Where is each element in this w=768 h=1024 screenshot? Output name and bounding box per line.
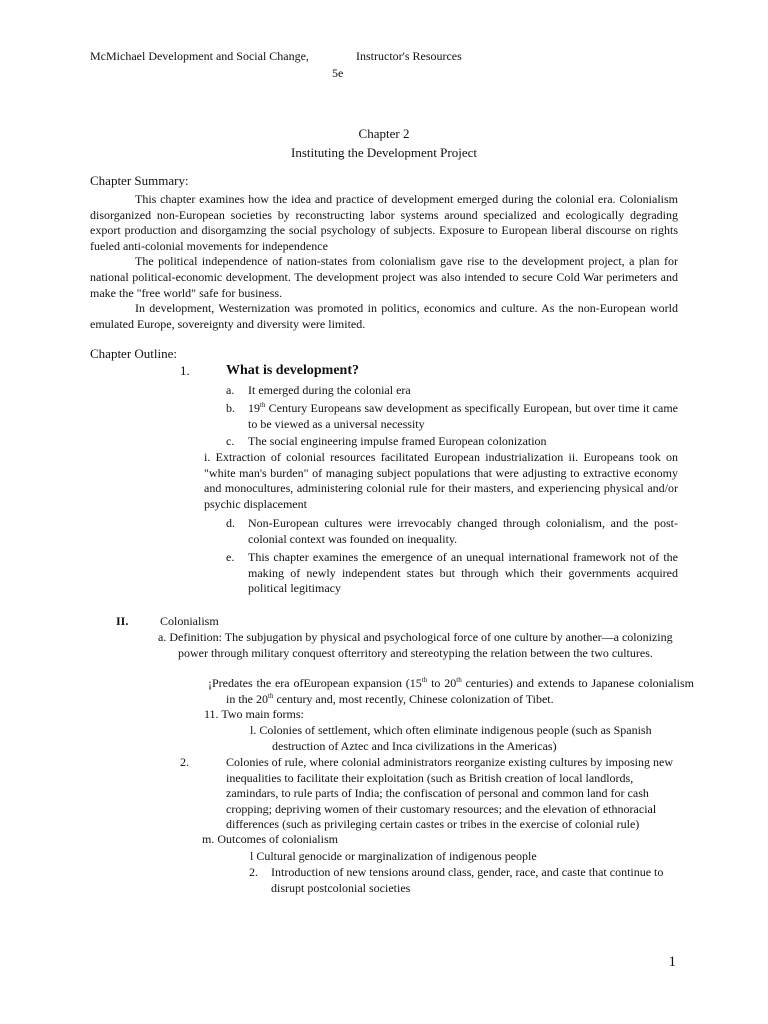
summary-paragraph-1: This chapter examines how the idea and practice of development emerged during the colonial era. Colonialism disorganized non-European societies by reconstructing labor systems around specialized and ecologically degrading export production and disorgamzing the social psychology of subjects. Exposure to European liberal discourse on rights fueled anti-colonial movements for independence: [90, 192, 678, 253]
form-1-settlement: l. Colonies of settlement, which often eliminate indigenous people (such as Spanish destruction of Aztec and Inca civilizations in the Americas): [250, 723, 652, 753]
outcome-1: l Cultural genocide or marginalization of indigenous people: [250, 849, 537, 863]
section-1-number: 1.: [180, 363, 190, 378]
item-1b-body: Century Europeans saw development as specifically European, but over time it came to be viewed as a universal necessity: [248, 401, 678, 431]
item-1b-text: [248, 401, 678, 432]
item-i-part4: century and, most recently, Chinese colonization of Tibet.: [273, 691, 554, 706]
form-2-number: 2.: [180, 755, 189, 769]
section-2-number: II.: [116, 614, 129, 628]
section-2a-definition: a. Definition: The subjugation by physical and psychological force of one culture by another—a colonizing power through military conquest ofterritory and stereotyping the relation between the two cultures.: [158, 630, 673, 660]
section-2-item-ii: 11. Two main forms:: [204, 707, 304, 721]
form-2-rule: Colonies of rule, where colonial administrators reorganize existing cultures by imposing new inequalities to facilitate their exploitation (such as British creation of local landlords, zamindars, to rule parts of India; the confiscation of personal and common land for cash cropping; depriving women of their customary resources; and the elevation of ethnoracial differences (such as privileging certain castes or tribes in the exercise of colonial rule): [226, 755, 674, 832]
item-1e-text: This chapter examines the emergence of an unequal international framework not of the making of newly independent states but through which their governments acquired political legitimacy: [248, 550, 678, 596]
chapter-number: Chapter 2: [358, 126, 410, 141]
running-header: [90, 49, 462, 80]
item-1c-subitems-text: i. Extraction of colonial resources facilitated European industrialization ii. Europeans took on "white man's burden" of managing subject populations that were adjusting to extractive economy and monocultures, administering colonial rule for their masters, and experiencing physical and/or psychic displacement: [204, 450, 678, 511]
section-2-item-iii: m. Outcomes of colonialism: [202, 832, 338, 846]
item-1a-text: It emerged during the colonial era: [248, 383, 411, 397]
item-i-part3: centuries) and extends to Japanese colonialism in the 20: [226, 676, 694, 706]
header-book-title: McMichael Development and Social Change,: [90, 49, 309, 63]
item-i-sup1: th: [421, 676, 428, 684]
summary-label: Chapter Summary:: [90, 173, 189, 188]
item-i-sup3: th: [268, 691, 274, 700]
summary-paragraph-3: In development, Westernization was promoted in politics, economics and culture. As the non-European world emulated Europe, sovereignty and diversity were limited.: [90, 301, 678, 331]
summary-body: [90, 192, 678, 332]
item-1b-marker: b.: [226, 401, 235, 415]
item-i-part1: ¡Predates the era ofEuropean expansion (15: [208, 676, 422, 690]
item-1d-marker: d.: [226, 516, 235, 530]
item-1a-marker: a.: [226, 383, 235, 397]
item-1b-century: 19: [248, 401, 260, 415]
outcome-2-number: 2.: [249, 865, 258, 879]
item-1c-marker: c.: [226, 434, 235, 448]
header-resource-label: Instructor's Resources: [356, 49, 462, 63]
item-1c-subitems: [204, 450, 678, 512]
chapter-title: Instituting the Development Project: [291, 145, 477, 160]
item-1e-marker: e.: [226, 550, 235, 564]
section-2-item-i: [208, 676, 694, 707]
item-1c-text: The social engineering impulse framed European colonization: [248, 434, 547, 448]
header-edition: 5e: [332, 66, 344, 80]
page-number: 1: [668, 954, 676, 970]
item-1b-superscript: th: [260, 401, 266, 409]
section-2-title: Colonialism: [160, 614, 219, 628]
summary-paragraph-2: The political independence of nation-states from colonialism gave rise to the development project, a plan for national political-economic development. The development project was also intended to secure Cold War perimeters and make the "free world" safe for business.: [90, 254, 678, 300]
section-1-title: What is development?: [226, 363, 359, 378]
item-i-part2: to 20: [427, 676, 457, 690]
outcome-2-text: Introduction of new tensions around class, gender, race, and caste that continue to disrupt postcolonial societies: [271, 865, 664, 895]
item-i-sup2: th: [456, 676, 462, 684]
item-1d-text: Non-European cultures were irrevocably changed through colonialism, and the post-colonial context was founded on inequality.: [248, 516, 678, 546]
outline-label: Chapter Outline:: [90, 346, 178, 361]
